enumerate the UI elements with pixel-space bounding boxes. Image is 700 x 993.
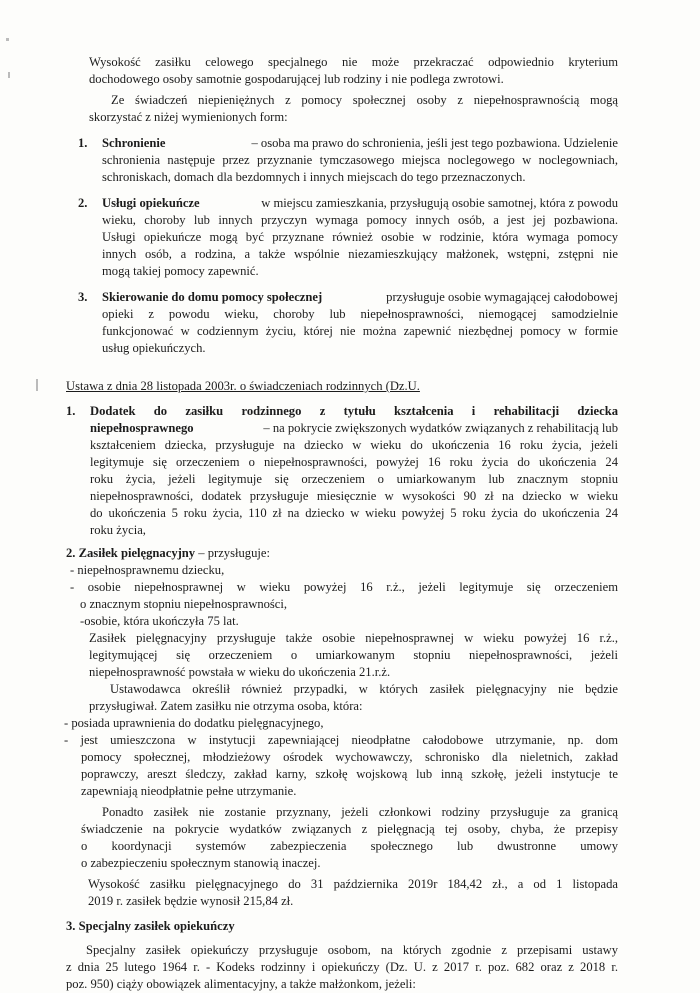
list-item-text: – osoba ma prawo do schronienia, jeśli jest tego pozbawiona. Udzielenie: [251, 136, 618, 150]
item-text: legitymuje się orzeczeniem o niepełnosprawności, powyżej 16 roku życia do ukończenia 24: [90, 455, 618, 469]
item-title: Zasiłek pielęgnacyjny: [78, 546, 196, 560]
item-text: do ukończenia 5 roku życia, 110 zł na dziecko w wieku powyżej 5 roku życia do ukończenia 24: [90, 506, 618, 520]
item-text: o zabezpieczeniu społecznym stanowią inaczej.: [81, 856, 321, 870]
item-text: - osobie niepełnosprawnej w wieku powyżej 16 r.ż., jeżeli legitymuje się orzeczeniem: [70, 580, 618, 594]
item-text: -osobie, która ukończyła 75 lat.: [80, 614, 239, 628]
item-title: Dodatek do zasiłku rodzinnego z tytułu kształcenia i rehabilitacji dziecka: [90, 404, 618, 418]
item-text: Ustawodawca określił również przypadki, w których zasiłek pielęgnacyjny nie będzie: [110, 682, 618, 696]
item-text: o znacznym stopniu niepełnosprawności,: [80, 597, 288, 611]
list-item-first-line: [102, 135, 618, 152]
list-number: 1.: [66, 404, 76, 418]
list-item-text: w miejscu zamieszkania, przysługują osobie samotnej, która z powodu: [261, 196, 618, 210]
item-text: pomocy społecznej, młodzieżowy ośrodek wychowawczy, schronisko dla nieletnich, zakład: [81, 750, 618, 764]
item-text: - niepełnosprawnemu dziecku,: [70, 563, 225, 577]
intro-line: skorzystać z niżej wymienionych form:: [89, 110, 288, 124]
list-item-text: schroniskach, domach dla bezdomnych i innych miejscach do tego przeznaczonych.: [102, 170, 526, 184]
item-text: – przysługuje:: [198, 546, 270, 560]
intro-line: dochodowego osoby samotnie gospodarującej lub rodziny i nie podlega zwrotowi.: [89, 72, 504, 86]
list-item-text: innych osób, a rodzina, a także wspólnie niezamieszkujący małżonek, wstępni, zstępni nie: [102, 247, 618, 261]
list-item-text: funkcjonować w codziennym życiu, której nie można zapewnić niezbędnej pomocy w formie: [102, 324, 618, 338]
list-number: 2.: [66, 546, 76, 560]
list-item-first-line: [102, 195, 618, 212]
item-text: niepełnosprawności, dodatek przysługuje miesięcznie w wysokości 90 zł na dziecko w wieku: [90, 489, 618, 503]
list-item-text: opieki z powodu wieku, choroby lub niepełnosprawności, niemogącej samodzielnie: [102, 307, 618, 321]
item-text: o koordynacji systemów zabezpieczenia społecznego lub dwustronne umowy: [81, 839, 618, 853]
item-text: świadczenie na pokrycie wydatków związanych z pielęgnacją tej osoby, chyba, że przepisy: [81, 822, 618, 836]
scan-mark: [8, 72, 10, 78]
item-text: Zasiłek pielęgnacyjny przysługuje także osobie niepełnosprawnej w wieku powyżej 16 r.ż.,: [89, 631, 618, 645]
item-text: 2019 r. zasiłek będzie wynosił 215,84 zł.: [88, 894, 294, 908]
item-text: poprawczy, areszt śledczy, zakład karny, szkołę wojskową lub inną szkołę, jeżeli instytucje te: [81, 767, 618, 781]
list-item-title: Schronienie: [102, 136, 166, 150]
list-number: 1.: [78, 136, 88, 150]
item-text: poz. 950) ciąży obowiązek alimentacyjny, a także małżonkom, jeżeli:: [66, 977, 416, 991]
list-item-first-line: [102, 289, 618, 306]
item-title: niepełnosprawnego: [90, 421, 194, 435]
scan-mark: [6, 38, 9, 41]
item-text: - jest umieszczona w instytucji zapewniającej nieodpłatne całodobowe utrzymanie, np. dom: [64, 733, 618, 747]
item-first-line: [90, 420, 618, 437]
item-text: Ponadto zasiłek nie zostanie przyznany, jeżeli członkowi rodziny przysługuje za granicą: [102, 805, 618, 819]
scan-mark: [36, 379, 38, 391]
item-text: zapewniają nieodpłatnie pełne utrzymanie.: [81, 784, 297, 798]
item-text: przysługiwał. Zatem zasiłku nie otrzyma osoba, która:: [89, 699, 363, 713]
item-text: Specjalny zasiłek opiekuńczy przysługuje osobom, na których zgodnie z przepisami ustawy: [86, 943, 618, 957]
list-item-title: Skierowanie do domu pomocy społecznej: [102, 290, 323, 304]
list-item-text: mogą takiej pomocy zapewnić.: [102, 264, 259, 278]
item-text: kształceniem dziecka, przysługuje na dziecko w wieku do ukończenia 16 roku życia, jeżeli: [90, 438, 618, 452]
item-text: roku życia,: [90, 523, 146, 537]
item-text: niepełnosprawność powstała w wieku do ukończenia 21.r.ż.: [89, 665, 391, 679]
list-item-text: schronienia następuje przez przyznanie tymczasowego miejsca noclegowego w noclegowniach,: [102, 153, 618, 167]
list-item-text: usług opiekuńczych.: [102, 341, 206, 355]
item-text: z dnia 25 lutego 1964 r. - Kodeks rodzinny i opiekuńczy (Dz. U. z 2017 r. poz. 682 oraz z 2018 r.: [66, 960, 618, 974]
item-heading: [66, 545, 270, 562]
list-item-text: przysługuje osobie wymagającej całodobowej: [386, 290, 618, 304]
list-item-text: wieku, choroby lub innych przyczyn wymaga pomocy innych osób, a jest jej pozbawiona.: [102, 213, 618, 227]
item-text: legitymującej się orzeczeniem o umiarkowanym stopniu niepełnosprawności, jeżeli: [89, 648, 618, 662]
item-text: roku życia, jeżeli legitymuje się orzeczeniem o umiarkowanym lub znacznym stopniu: [90, 472, 618, 486]
item-text: – na pokrycie zwiększonych wydatków związanych z rehabilitacją lub: [263, 421, 618, 435]
intro-line: Ze świadczeń niepieniężnych z pomocy społecznej osoby z niepełnosprawnością mogą: [111, 93, 618, 107]
list-item-title: Usługi opiekuńcze: [102, 196, 200, 210]
act-heading: Ustawa z dnia 28 listopada 2003r. o świadczeniach rodzinnych (Dz.U.: [66, 379, 420, 393]
item-heading: 3. Specjalny zasiłek opiekuńczy: [66, 919, 235, 933]
list-number: 3.: [78, 290, 88, 304]
list-number: 2.: [78, 196, 88, 210]
item-text: - posiada uprawnienia do dodatku pielęgnacyjnego,: [64, 716, 324, 730]
intro-line: Wysokość zasiłku celowego specjalnego nie może przekraczać odpowiednio kryterium: [89, 55, 618, 69]
item-text: Wysokość zasiłku pielęgnacyjnego do 31 października 2019r 184,42 zł., a od 1 listopada: [88, 877, 618, 891]
list-item-text: Usługi opiekuńcze mogą być przyznane również osobie w rodzinie, która wymaga pomocy: [102, 230, 618, 244]
